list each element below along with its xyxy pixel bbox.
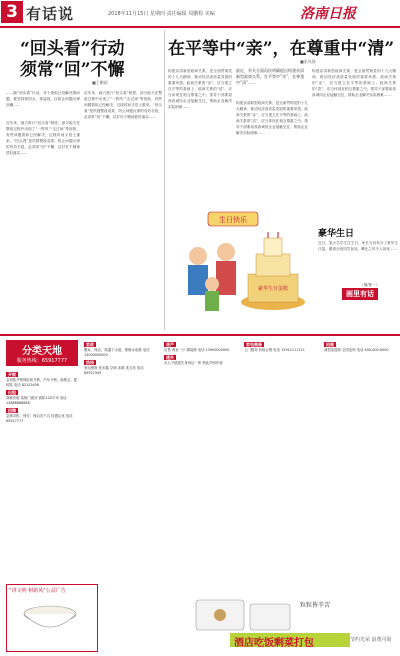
classified-section-label: 房产 [166, 342, 174, 347]
classified-title: 分类天地 [22, 346, 62, 357]
classified-section-label: 开锁 [8, 372, 16, 377]
ad-banner-text: 酒店吃饭剩菜打包 [234, 638, 314, 649]
classified-banner [6, 340, 78, 366]
classified-column-3 [164, 340, 240, 575]
classified-entry: 家电维修 热水器 空调 冰箱 洗衣机 电话 65912345 [84, 366, 144, 375]
classified-section-label: 热线 [86, 360, 94, 365]
public-service-ad [6, 584, 98, 652]
classified-section-label: 出租 [8, 390, 16, 395]
article1-byline: ■王鹏斌 [92, 80, 108, 85]
page-number: 3 [1, 1, 23, 23]
classified-section-label: 招聘 [8, 408, 16, 413]
classified-column-5 [324, 340, 396, 575]
illustration-sign-text: 生日快乐 [219, 216, 247, 224]
section-title: 有话说 [26, 5, 75, 23]
header-rule [0, 26, 400, 28]
classified-column-4 [244, 340, 320, 575]
classified-section-label: 家政 [86, 342, 94, 347]
article1-intro: ……搞“回头看”行动，对于看似已经解决的问题，要坚持常回头、常巡视，以防止问题反弹回潮…… [6, 91, 80, 107]
article2-title: 在平等中“亲”，在尊重中“清” [168, 39, 395, 59]
feature-title: 豪华生日 [318, 229, 355, 239]
article1-title-line2: 须常“回”不懈 [20, 60, 125, 80]
classified-entry: 本人不慎遗失身份证一张 特此声明作废 [164, 361, 223, 365]
food-label: 粒粒皆辛苦 [300, 602, 331, 609]
classified-entry: 搬家、保洁、疏通下水道、维修水电暖 电话 13000000000 [84, 348, 150, 357]
feature-artist: （图/曹一） [360, 283, 380, 287]
classified-phone: 服务热线：65917777 [16, 358, 68, 364]
article1-title-line1: “回头看”行动 [20, 39, 125, 59]
ad-slogan: 节约光荣 浪费可耻 [350, 637, 392, 643]
classified-entry: 金钥匙开锁保险柜开锁、汽车开锁、换锁芯、配钥匙 电话 82123456 [6, 378, 78, 387]
article2-body-col2: 构建亲清新型政商关系，是全面贯彻党的十九大精神、推动经济高质量发展的重要举措。政商关系的“亲”，应当建立在平等的基础上；政商关系的“清”，应当体现在相互尊重之中。领导干部要坦荡真诚同企业接触交往，帮助企业解决实际困难…… [236, 101, 308, 135]
classified-entry: 出售 两室一厅 精装修 电话 13900000000 [164, 348, 230, 352]
classified-column-2 [84, 340, 160, 575]
page-header [0, 0, 400, 26]
classified-section-label: 招商 [326, 342, 334, 347]
classified-rule [0, 334, 400, 336]
article2-body-col3: 构建亲清新型政商关系，是全面贯彻党的十九大精神、推动经济高质量发展的重要举措。政商关系的“亲”，应当建立在平等的基础上；政商关系的“清”，应当体现在相互尊重之中。领导干部要坦荡真诚同企业接触交往，帮助企业解决实际困难…… [312, 69, 396, 97]
rice-bowl-icon [7, 596, 93, 640]
article2-lead: 最近，有关方面再次明确提出构建亲清新型政商关系，在平等中“亲”，在尊重中“清”…… [236, 68, 305, 85]
article2-byline: ■张凤霖 [300, 59, 316, 64]
article2-body-col1: 构建亲清新型政商关系，是全面贯彻党的十九大精神、推动经济高质量发展的重要举措。政商关系的“亲”，应当建立在平等的基础上；政商关系的“清”，应当体现在相互尊重之中。领导干部要坦荡真诚同企业接触交往，帮助企业解决实际困难…… [168, 69, 232, 109]
classified-section-label: 遗失 [166, 355, 174, 360]
classified-column-1 [6, 370, 80, 575]
feature-text: 近日，某小学学生过生日，家长为其举办了豪华生日宴，邀请全班同学参加，攀比之风令人担忧…… [318, 241, 398, 251]
classified-entry: 商铺出租 临街门面房 面积120平米 电话 13888888888 [6, 396, 67, 405]
classified-section-label: 家电维修 [246, 342, 262, 347]
birthday-cartoon-illustration [168, 204, 310, 322]
column-divider [164, 30, 165, 330]
article1-body-col1: 近年来，地方推行“回头看”制度，部分地方在整改过程中出现了“一阵风”“走过场”等现象，有些问题看似已经解决，过段时间又卷土重来。“回头看”是巩固整改成果、防止问题反弹的有效手段，必须常“回”不懈，以钉钉子精神抓好落实…… [6, 121, 80, 155]
feature-tag: 画里有话 [342, 288, 378, 300]
newspaper-logo: 洛南日报 [300, 6, 356, 22]
article1-body-col2: 近年来，地方推行“回头看”制度，部分地方在整改过程中出现了“一阵风”“走过场”等现象，有些问题看似已经解决，过段时间又卷土重来。“回头看”是巩固整改成果、防止问题反弹的有效手段，必须常“回”不懈，以钉钉子精神抓好落实…… [84, 91, 162, 119]
issue-meta: 2018年11月15日 星期四 责任编辑 周鹏程 美编 [108, 11, 215, 17]
classified-entry: 诚招加盟商 全国连锁 电话 400-000-0000 [324, 348, 389, 352]
classified-entry: 急聘司机、保安、保洁若干名 待遇从优 电话 65917777 [6, 414, 73, 423]
campaign-title: “讲文明 树新风”公益广告 [9, 588, 66, 594]
cake-label: 豪华生日蛋糕 [257, 286, 289, 292]
classified-entry: 上门服务 价格合理 电话 13911111111 [244, 348, 305, 352]
